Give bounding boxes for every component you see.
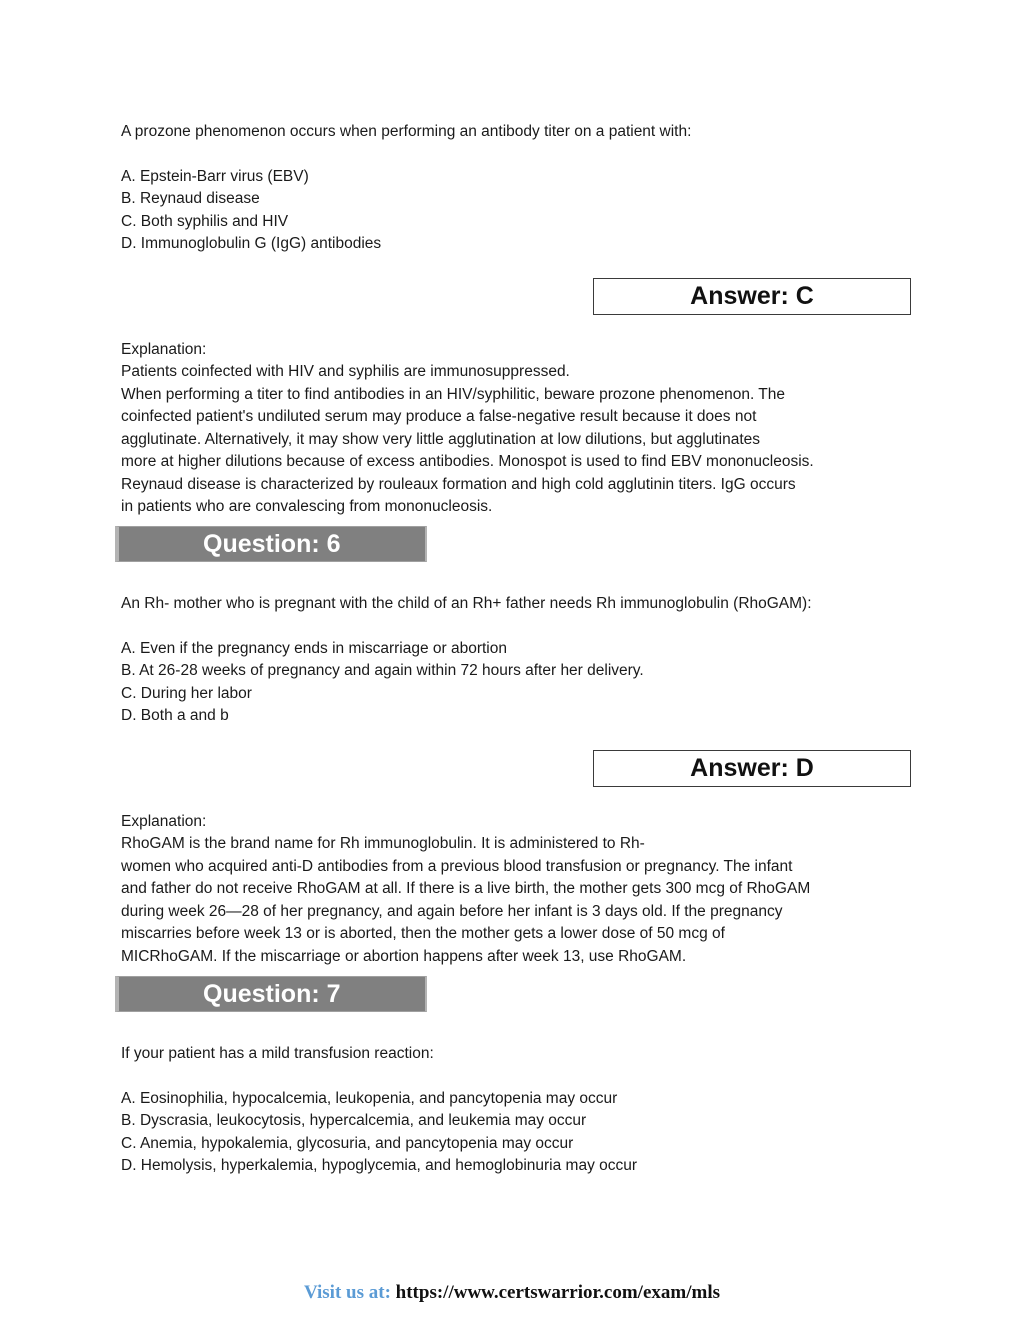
question-text: A prozone phenomenon occurs when performing an antibody titer on a patient with:: [121, 123, 692, 140]
question-banner: [115, 526, 427, 562]
option-b: B. Dyscrasia, leukocytosis, hypercalcemia, and leukemia may occur: [121, 1112, 587, 1129]
explanation-label: Explanation:: [121, 813, 207, 830]
explanation-line: Reynaud disease is characterized by rouleaux formation and high cold agglutinin titers. IgG occurs: [121, 476, 796, 493]
question-number: Question: 6: [203, 530, 341, 558]
option-a: A. Eosinophilia, hypocalcemia, leukopenia, and pancytopenia may occur: [121, 1090, 618, 1107]
option-c: C. Both syphilis and HIV: [121, 213, 289, 230]
footer-label: Visit us at:: [303, 1282, 391, 1303]
option-d: D. Both a and b: [121, 707, 229, 724]
footer: [0, 1282, 1024, 1304]
explanation-line: coinfected patient's undiluted serum may produce a false-negative result because it does not: [121, 408, 757, 425]
option-c: C. Anemia, hypokalemia, glycosuria, and pancytopenia may occur: [121, 1135, 574, 1152]
explanation-line: MICRhoGAM. If the miscarriage or abortion happens after week 13, use RhoGAM.: [121, 948, 687, 965]
explanation-line: Patients coinfected with HIV and syphilis are immunosuppressed.: [121, 363, 570, 380]
option-a: A. Epstein-Barr virus (EBV): [121, 168, 309, 185]
explanation-line: during week 26—28 of her pregnancy, and again before her infant is 3 days old. If the pregnancy: [121, 903, 783, 920]
footer-url-link[interactable]: https://www.certswarrior.com/exam/mls: [395, 1282, 720, 1303]
question-number: Question: 7: [203, 980, 341, 1008]
explanation-label: Explanation:: [121, 341, 207, 358]
option-b: B. Reynaud disease: [121, 190, 260, 207]
option-d: D. Hemolysis, hyperkalemia, hypoglycemia, and hemoglobinuria may occur: [121, 1157, 638, 1174]
explanation-line: When performing a titer to find antibodies in an HIV/syphilitic, beware prozone phenomenon. The: [121, 386, 786, 403]
option-c: C. During her labor: [121, 685, 252, 702]
explanation-line: agglutinate. Alternatively, it may show very little agglutination at low dilutions, but agglutinates: [121, 431, 761, 448]
explanation-line: in patients who are convalescing from mononucleosis.: [121, 498, 493, 515]
option-d: D. Immunoglobulin G (IgG) antibodies: [121, 235, 382, 252]
question-banner: [115, 976, 427, 1012]
explanation-line: and father do not receive RhoGAM at all. If there is a live birth, the mother gets 300 mcg of RhoGAM: [121, 880, 811, 897]
question-text: An Rh- mother who is pregnant with the child of an Rh+ father needs Rh immunoglobulin (RhoGAM):: [121, 595, 812, 612]
answer-box: Answer: C: [593, 278, 911, 315]
explanation-line: RhoGAM is the brand name for Rh immunoglobulin. It is administered to Rh-: [121, 835, 645, 852]
option-a: A. Even if the pregnancy ends in miscarriage or abortion: [121, 640, 507, 657]
question-text: If your patient has a mild transfusion reaction:: [121, 1045, 434, 1062]
option-b: B. At 26-28 weeks of pregnancy and again within 72 hours after her delivery.: [121, 662, 644, 679]
answer-box: Answer: D: [593, 750, 911, 787]
explanation-line: women who acquired anti-D antibodies from a previous blood transfusion or pregnancy. The infant: [121, 858, 793, 875]
explanation-line: miscarries before week 13 or is aborted, then the mother gets a lower dose of 50 mcg of: [121, 925, 725, 942]
explanation-line: more at higher dilutions because of excess antibodies. Monospot is used to find EBV mononucleosis.: [121, 453, 814, 470]
